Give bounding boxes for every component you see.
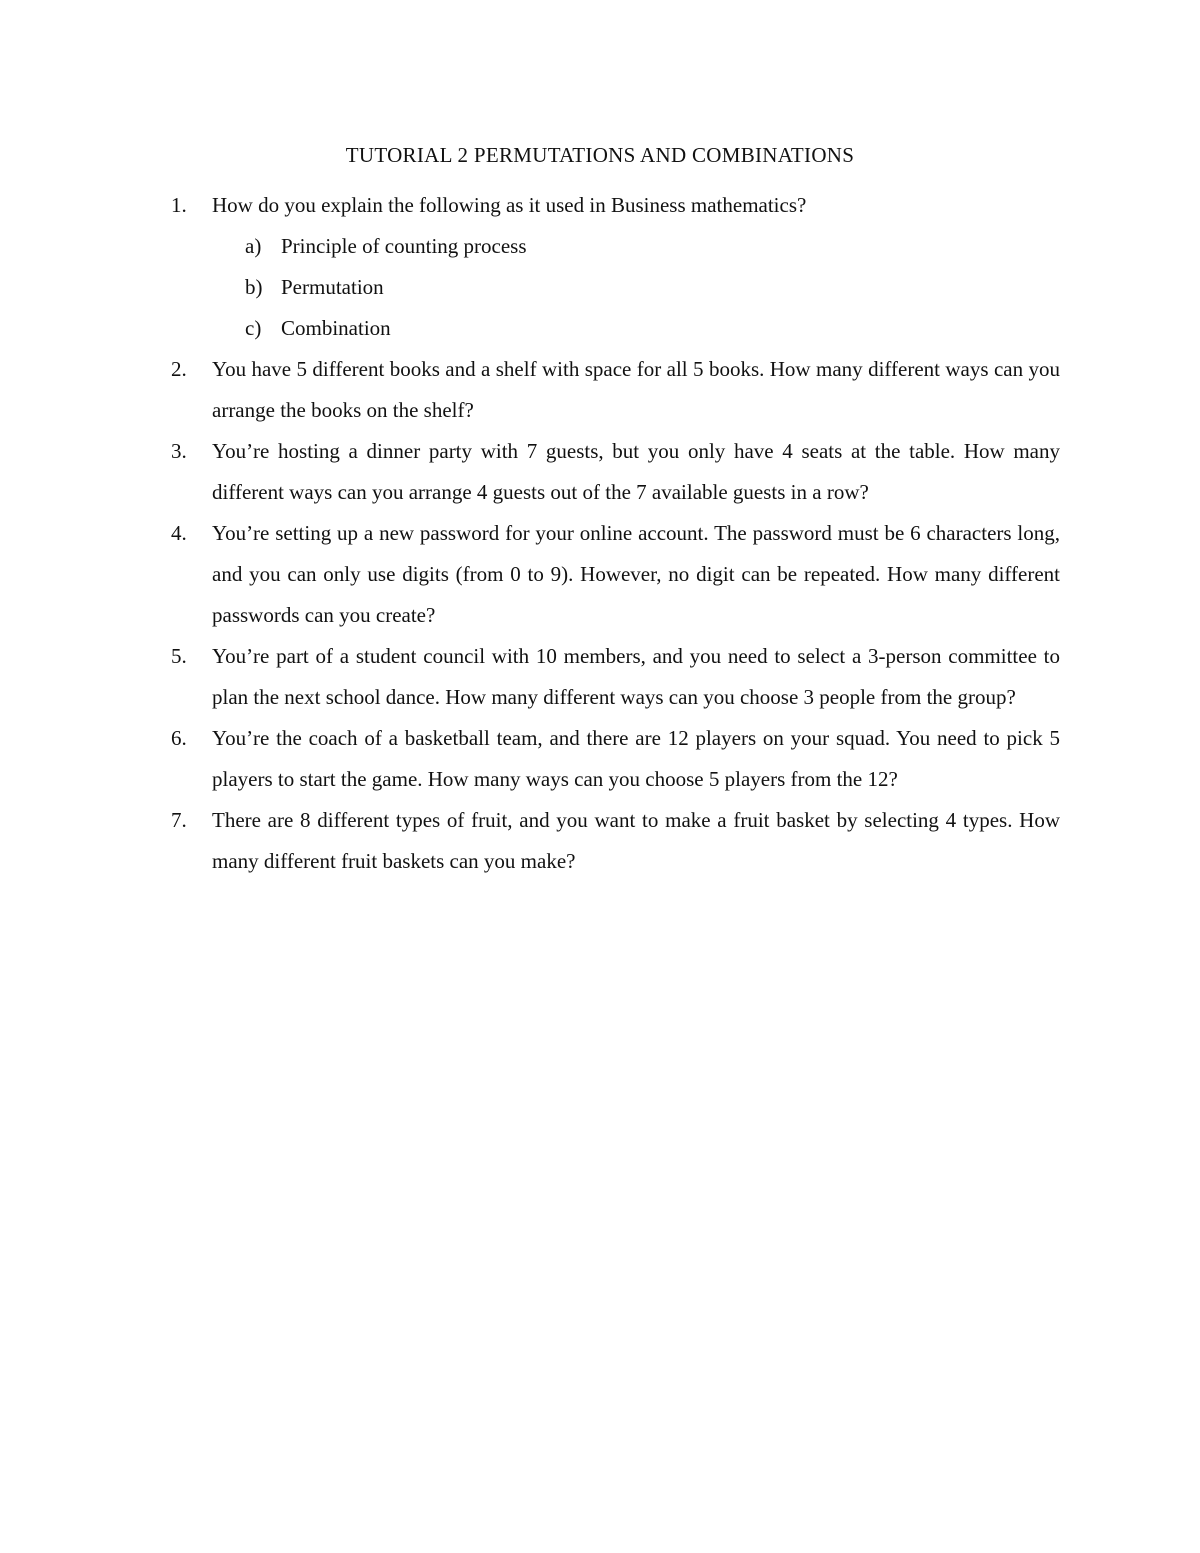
sub-item-text: Principle of counting process	[281, 234, 527, 258]
question-item	[168, 800, 1060, 882]
question-item	[168, 349, 1060, 431]
sub-item-list	[212, 226, 1060, 349]
question-item	[168, 185, 1060, 349]
sub-item-text: Permutation	[281, 275, 384, 299]
sub-item-text: Combination	[281, 316, 391, 340]
question-text: You’re hosting a dinner party with 7 guests, but you only have 4 seats at the table. How many different ways can you arrange 4 guests out of the 7 available guests in a row?	[212, 439, 1060, 504]
question-number: 1.	[171, 193, 187, 217]
question-number: 5.	[171, 644, 187, 668]
question-item	[168, 513, 1060, 636]
sub-item	[168, 308, 1060, 349]
question-item	[168, 431, 1060, 513]
sub-item-letter: a)	[245, 234, 262, 258]
question-item	[168, 636, 1060, 718]
document-title: TUTORIAL 2 PERMUTATIONS AND COMBINATIONS	[345, 143, 855, 167]
question-text: You’re setting up a new password for your online account. The password must be 6 characters long, and you can only use digits (from 0 to 9). However, no digit can be repeated. How many different passwords can you create?	[212, 521, 1060, 627]
question-number: 3.	[171, 439, 187, 463]
sub-item	[168, 226, 1060, 267]
question-text: You’re part of a student council with 10 members, and you need to select a 3-person committee to plan the next school dance. How many different ways can you choose 3 people from the group?	[212, 644, 1060, 709]
question-text: How do you explain the following as it used in Business mathematics?	[212, 193, 807, 217]
question-list	[168, 185, 1060, 882]
question-text: You’re the coach of a basketball team, and there are 12 players on your squad. You need to pick 5 players to start the game. How many ways can you choose 5 players from the 12?	[212, 726, 1060, 791]
sub-item	[168, 267, 1060, 308]
sub-item-letter: c)	[245, 316, 262, 340]
question-text: You have 5 different books and a shelf with space for all 5 books. How many different ways can you arrange the books on the shelf?	[212, 357, 1060, 422]
question-text: There are 8 different types of fruit, and you want to make a fruit basket by selecting 4 types. How many different fruit baskets can you make?	[212, 808, 1060, 873]
question-item	[168, 718, 1060, 800]
question-number: 7.	[171, 808, 187, 832]
sub-item-letter: b)	[245, 275, 263, 299]
question-number: 2.	[171, 357, 187, 381]
question-number: 4.	[171, 521, 187, 545]
question-number: 6.	[171, 726, 187, 750]
